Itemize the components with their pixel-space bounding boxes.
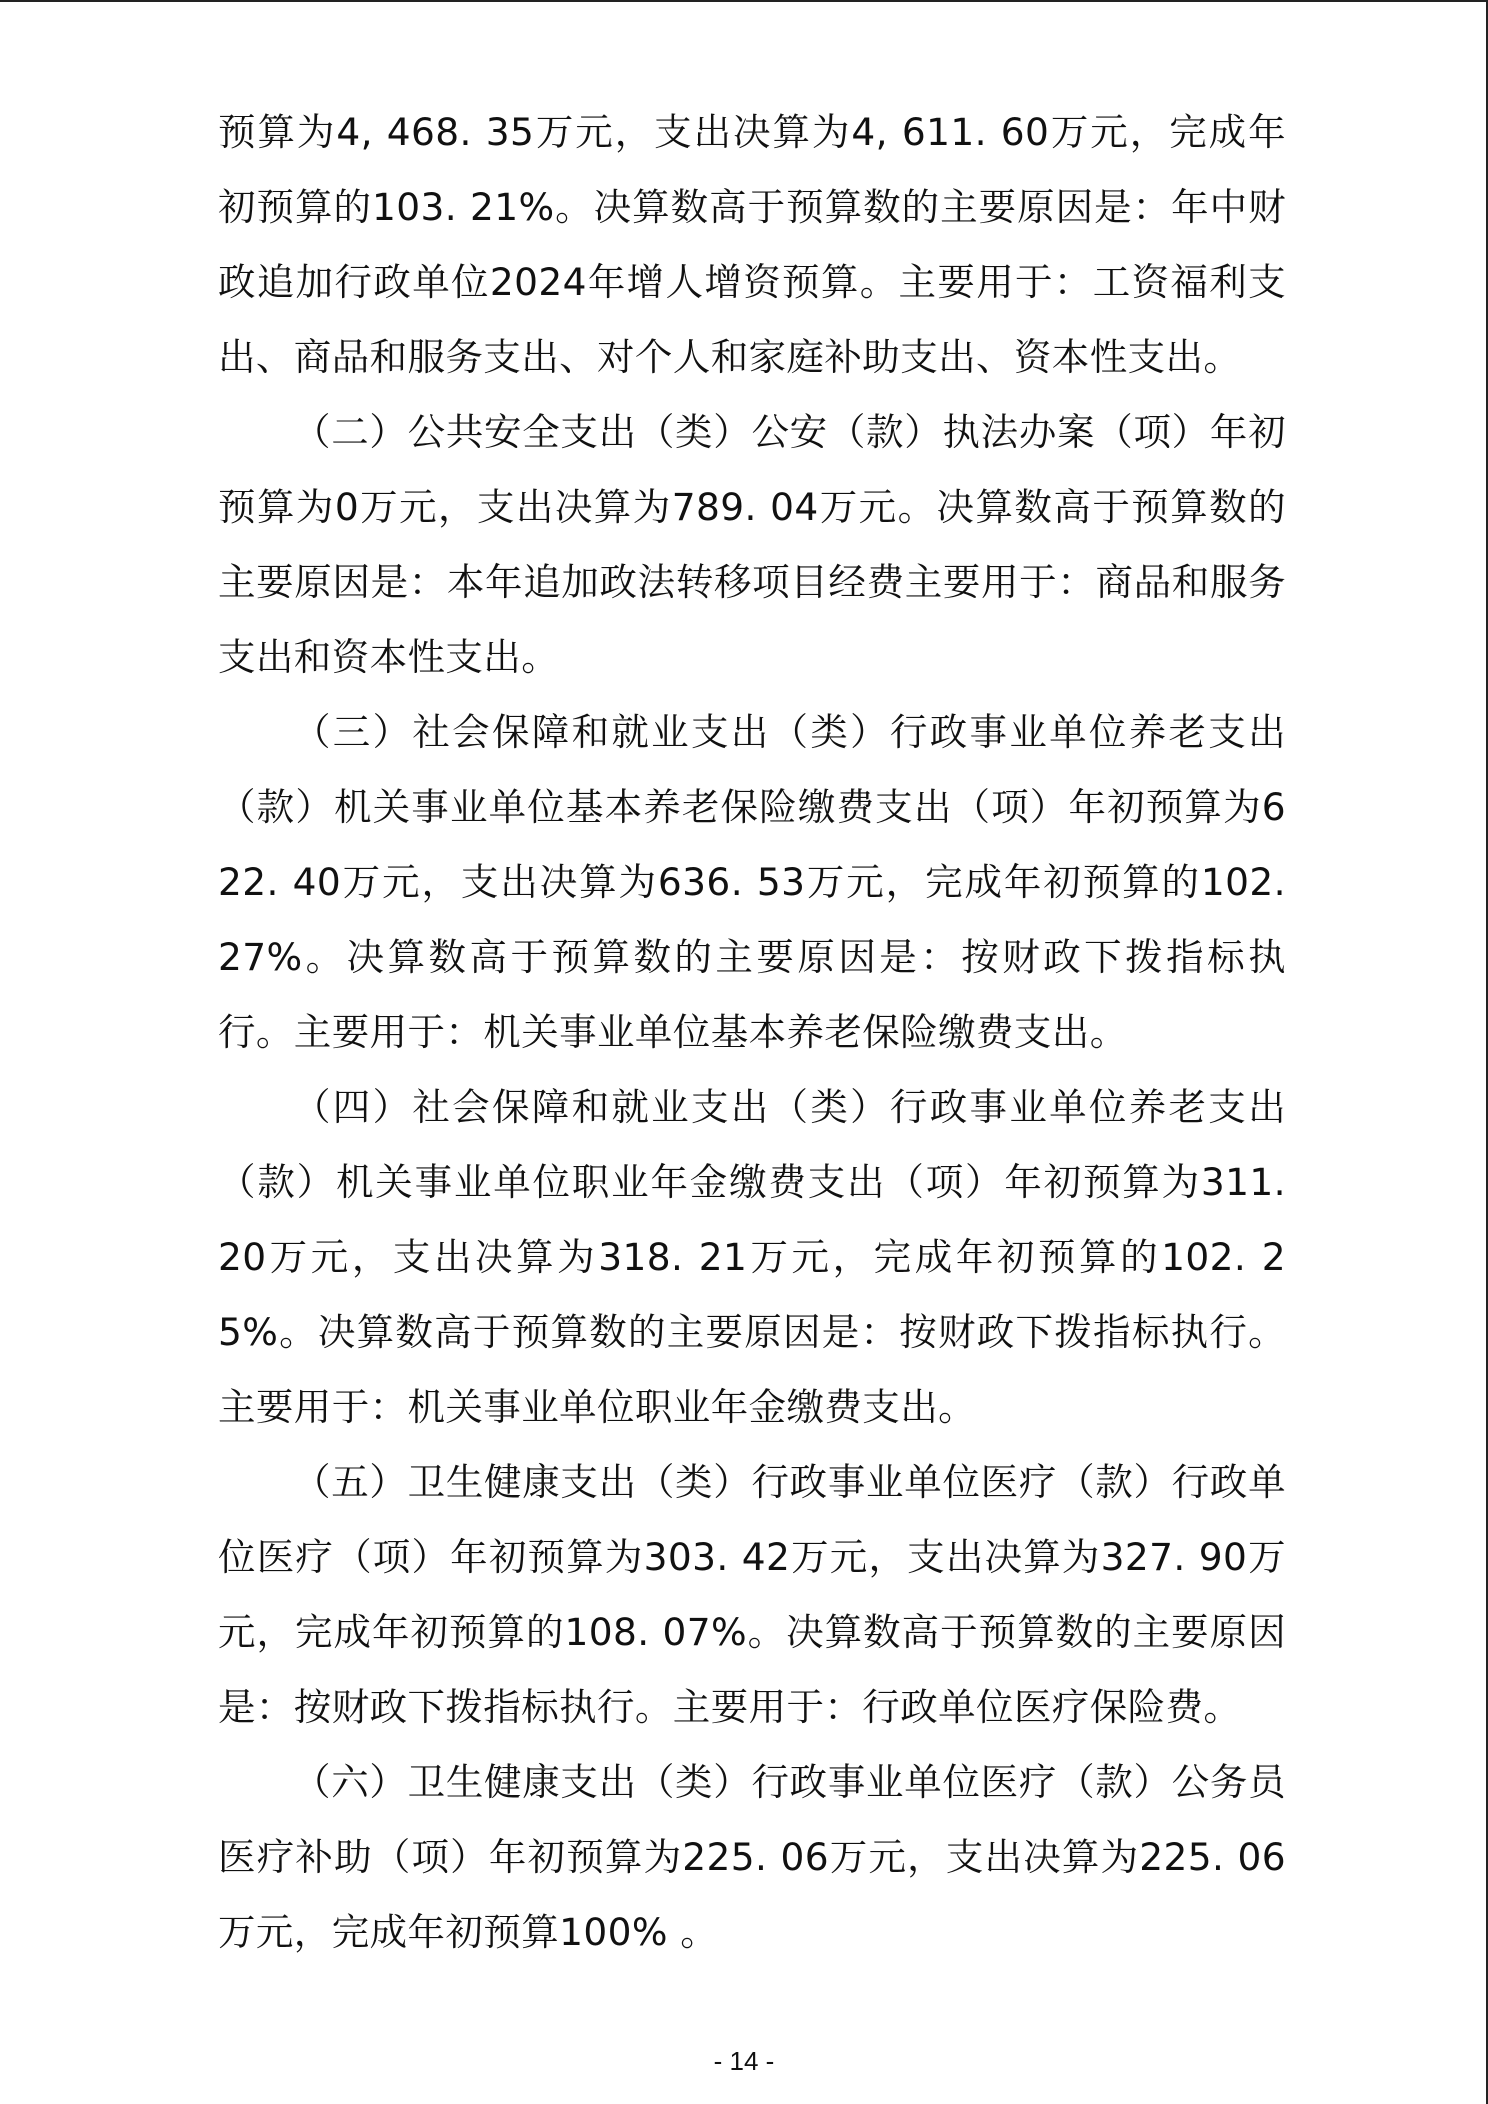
- document-body: [218, 95, 1286, 1970]
- page-number: - 14 -: [713, 2046, 775, 2076]
- paragraph-3: （三）社会保障和就业支出（类）行政事业单位养老支出（款）机关事业单位基本养老保险缴费支出（项）年初预算为622. 40万元，支出决算为636. 53万元，完成年初预算的102. 27%。决算数高于预算数的主要原因是：按财政下拨指标执行。主要用于：机关事业单位基本养老保险缴费支出。: [218, 710, 1286, 1054]
- paragraph-4: （四）社会保障和就业支出（类）行政事业单位养老支出（款）机关事业单位职业年金缴费支出（项）年初预算为311. 20万元，支出决算为318. 21万元，完成年初预算的102. 25%。决算数高于预算数的主要原因是：按财政下拨指标执行。主要用于：机关事业单位职业年金缴费支出。: [218, 1085, 1286, 1429]
- paragraph-1: 预算为4, 468. 35万元，支出决算为4, 611. 60万元，完成年初预算的103. 21%。决算数高于预算数的主要原因是：年中财政追加行政单位2024年增人增资预算。主要用于：工资福利支出、商品和服务支出、对个人和家庭补助支出、资本性支出。: [218, 110, 1286, 379]
- page-top-border: [0, 0, 1488, 2]
- paragraph-2: （二）公共安全支出（类）公安（款）执法办案（项）年初预算为0万元，支出决算为789. 04万元。决算数高于预算数的主要原因是：本年追加政法转移项目经费主要用于：商品和服务支出和资本性支出。: [218, 410, 1286, 679]
- paragraph-6: （六）卫生健康支出（类）行政事业单位医疗（款）公务员医疗补助（项）年初预算为225. 06万元，支出决算为225. 06万元，完成年初预算100% 。: [218, 1760, 1286, 1954]
- paragraph-5: （五）卫生健康支出（类）行政事业单位医疗（款）行政单位医疗（项）年初预算为303. 42万元，支出决算为327. 90万元，完成年初预算的108. 07%。决算数高于预算数的主要原因是：按财政下拨指标执行。主要用于：行政单位医疗保险费。: [218, 1460, 1286, 1729]
